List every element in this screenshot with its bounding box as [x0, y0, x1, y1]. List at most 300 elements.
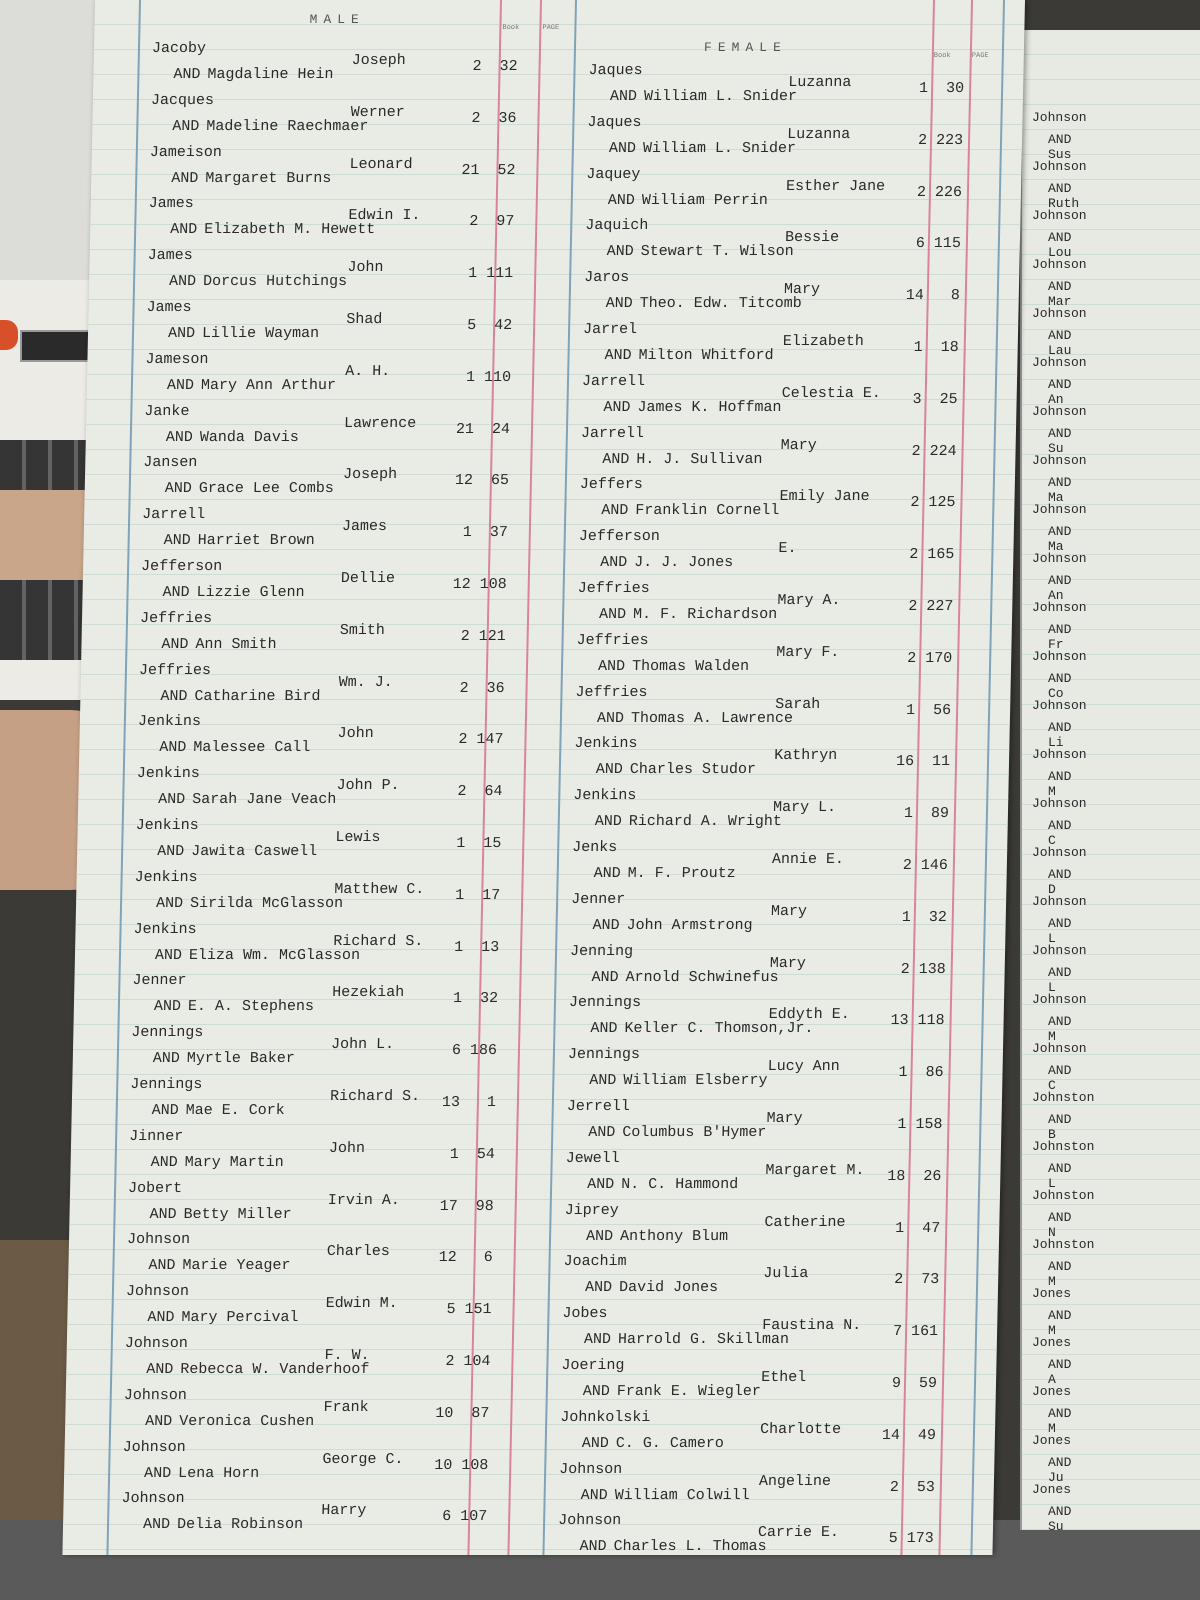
entry-book-number: 2 — [471, 109, 481, 127]
facing-entry-surname: Johnson — [1032, 551, 1087, 566]
entry-surname: Jaques — [587, 113, 642, 131]
entry-given-name: Faustina N. — [762, 1317, 862, 1335]
entry-spouse-name: Delia Robinson — [176, 1516, 304, 1534]
entry-and-word: AND — [156, 842, 185, 860]
entry-surname: Jerrell — [566, 1097, 631, 1115]
ledger-entry — [134, 867, 555, 919]
entry-surname: Jeffries — [139, 609, 213, 627]
entry-given-name: Joseph — [342, 466, 398, 484]
entry-book-number: 2 — [445, 1352, 455, 1370]
entry-page-number: 18 — [940, 338, 959, 356]
entry-and-word: AND — [164, 480, 192, 498]
entry-spouse-name: Malessee Call — [193, 739, 311, 757]
facing-entry-surname: Johnson — [1032, 747, 1087, 762]
entry-surname: Jinner — [129, 1127, 184, 1145]
entry-page-number: 37 — [489, 524, 509, 542]
facing-entry-surname: Johnson — [1032, 306, 1087, 321]
entry-spouse-name: Harrold G. Skillman — [617, 1331, 790, 1349]
facing-entry-surname: Johnson — [1032, 404, 1087, 419]
entry-and-word: AND — [609, 88, 638, 105]
entry-and-word: AND — [582, 1382, 611, 1400]
entry-spouse-name: William Perrin — [641, 191, 769, 209]
entry-book-number: 12 — [452, 575, 471, 593]
entry-book-number: 12 — [438, 1249, 457, 1267]
entry-and-word: AND — [601, 502, 629, 520]
ledger-entry — [582, 319, 993, 371]
entry-surname: Johnkolski — [560, 1408, 651, 1426]
entry-and-word: AND — [589, 1072, 617, 1090]
entry-surname: Johnson — [557, 1512, 622, 1530]
entry-spouse-name: Charles Studor — [629, 761, 757, 779]
entry-and-word: AND — [158, 791, 186, 809]
entry-book-number: 3 — [912, 390, 922, 408]
entry-spouse-name: David Jones — [618, 1279, 719, 1297]
entry-and-word: AND — [159, 739, 187, 757]
entry-book-number: 21 — [455, 420, 475, 438]
entry-book-number: 13 — [441, 1093, 461, 1111]
entry-spouse-name: Franklin Cornell — [635, 502, 780, 520]
entry-spouse-name: M. F. Proutz — [627, 864, 736, 882]
entry-page-number: 47 — [922, 1219, 941, 1237]
entry-book-number: 1 — [465, 368, 476, 386]
entry-surname: Jeffries — [138, 661, 212, 679]
entry-given-name: Annie E. — [771, 850, 845, 868]
entry-given-name: George C. — [322, 1450, 404, 1468]
ledger-entry — [124, 1333, 545, 1385]
entry-spouse-name: Marie Yeager — [182, 1257, 291, 1275]
entry-surname: Jenner — [132, 972, 187, 990]
facing-entry-spouse: AND Ma — [1048, 524, 1072, 554]
entry-page-number: 125 — [928, 494, 956, 512]
entry-given-name: Mary L. — [772, 799, 837, 817]
entry-and-word: AND — [606, 243, 634, 261]
entry-given-name: John — [328, 1139, 366, 1157]
entry-given-name: Luzanna — [787, 125, 851, 143]
entry-and-word: AND — [145, 1412, 173, 1430]
entry-spouse-name: Keller C. Thomson,Jr. — [624, 1020, 814, 1038]
ledger-entry — [578, 526, 989, 578]
entry-page-number: 26 — [923, 1167, 942, 1185]
entry-spouse-name: N. C. Hammond — [621, 1175, 739, 1193]
entry-book-number: 5 — [888, 1530, 898, 1548]
entry-book-number: 2 — [910, 494, 920, 512]
facing-entry-surname: Johnson — [1032, 600, 1087, 615]
facing-entry-surname: Johnson — [1032, 453, 1087, 468]
ledger-entry — [125, 1281, 546, 1333]
facing-entry-surname: Johnson — [1032, 894, 1087, 909]
entry-page-number: 170 — [925, 649, 953, 667]
facing-entry-spouse: AND N — [1048, 1210, 1072, 1240]
entry-book-number: 2 — [459, 679, 469, 697]
entry-given-name: Mary A. — [777, 591, 841, 609]
entry-and-word: AND — [583, 1331, 612, 1349]
entry-and-word: AND — [602, 450, 630, 468]
entry-and-word: AND — [608, 139, 637, 157]
entry-book-number: 1 — [903, 805, 914, 823]
ledger-entry — [126, 1229, 547, 1281]
entry-page-number: 65 — [490, 472, 510, 490]
entry-page-number: 13 — [480, 938, 500, 956]
entry-page-number: 42 — [493, 316, 513, 334]
ledger-entry — [563, 1251, 974, 1303]
entry-surname: Jarrell — [581, 372, 646, 390]
entry-given-name: Richard S. — [329, 1087, 421, 1105]
ledger-entry — [569, 941, 980, 993]
entry-surname: Jarrell — [142, 506, 206, 524]
entry-given-name: Catherine — [764, 1213, 846, 1231]
facing-entry-spouse: AND An — [1048, 377, 1072, 407]
entry-surname: Jenkins — [134, 868, 198, 886]
entry-spouse-name: Columbus B'Hymer — [622, 1123, 767, 1141]
facing-entry-spouse: AND L — [1048, 1161, 1072, 1191]
entry-spouse-name: Rebecca W. Vanderhoof — [180, 1360, 370, 1378]
entry-surname: Jiprey — [564, 1201, 619, 1219]
entry-spouse-name: Thomas Walden — [631, 657, 750, 675]
ledger-entry — [565, 1148, 976, 1200]
ledger-entry — [128, 1126, 549, 1178]
entry-surname: Johnson — [126, 1231, 191, 1249]
entry-surname: Jennings — [131, 1024, 204, 1042]
entry-surname: Johnson — [124, 1334, 189, 1352]
ledger-entry — [575, 682, 986, 734]
entry-page-number: 49 — [917, 1426, 937, 1444]
entry-given-name: Charlotte — [759, 1420, 842, 1438]
entry-page-number: 115 — [933, 235, 962, 253]
entry-surname: Jacoby — [151, 40, 207, 57]
entry-and-word: AND — [142, 1516, 171, 1534]
ledger-entry — [137, 711, 558, 763]
entry-spouse-name: Grace Lee Combs — [198, 480, 334, 498]
entry-page-number: 73 — [920, 1271, 940, 1289]
entry-and-word: AND — [594, 813, 622, 831]
entry-book-number: 16 — [895, 753, 915, 771]
entry-book-number: 2 — [457, 783, 467, 801]
entry-spouse-name: C. G. Camero — [615, 1434, 724, 1452]
entry-given-name: A. H. — [345, 362, 391, 380]
entry-given-name: John — [337, 725, 374, 743]
entry-and-word: AND — [149, 1205, 177, 1223]
entry-surname: Jewell — [565, 1149, 620, 1167]
ledger-entry — [146, 297, 567, 349]
entry-page-number: 32 — [499, 58, 518, 75]
ledger-entry — [576, 630, 987, 682]
ledger-entry — [139, 608, 560, 660]
facing-entry-surname: Johnston — [1032, 1139, 1095, 1154]
entry-given-name: Carrie E. — [757, 1524, 840, 1542]
entry-spouse-name: Veronica Cushen — [179, 1412, 315, 1430]
typewriter-red-mark — [0, 320, 18, 350]
entry-book-number: 1 — [901, 908, 911, 926]
entry-and-word: AND — [161, 635, 189, 653]
entry-page-number: 86 — [925, 1064, 944, 1082]
entry-surname: Johnson — [125, 1283, 190, 1301]
entry-page-number: 25 — [939, 390, 958, 408]
entry-page-number: 121 — [478, 627, 506, 645]
facing-entry-surname: Johnson — [1032, 159, 1087, 174]
facing-entry-spouse: AND C — [1048, 1063, 1072, 1093]
entry-book-number: 14 — [905, 287, 924, 305]
ledger-entry — [150, 90, 571, 142]
entry-spouse-name: Ann Smith — [195, 635, 277, 653]
entry-spouse-name: J. J. Jones — [634, 554, 734, 572]
entry-spouse-name: Lizzie Glenn — [196, 583, 305, 601]
facing-entry-spouse: AND Su — [1048, 426, 1072, 456]
entry-spouse-name: Sarah Jane Veach — [192, 791, 337, 809]
facing-entry-surname: Johnson — [1032, 943, 1087, 958]
entry-surname: Jeffries — [575, 683, 648, 701]
facing-entry-surname: Johnston — [1032, 1237, 1095, 1252]
entry-given-name: Mary — [780, 436, 817, 454]
facing-entry-surname: Johnson — [1032, 698, 1087, 713]
entry-spouse-name: James K. Hoffman — [637, 398, 782, 416]
entry-and-word: AND — [172, 117, 200, 135]
ledger-entry — [580, 423, 991, 475]
entry-spouse-name: Stewart T. Wilson — [640, 243, 794, 261]
entry-page-number: 52 — [497, 161, 516, 179]
female-book-header: Book — [933, 52, 951, 60]
entry-given-name: Joseph — [351, 52, 406, 69]
ledger-entry — [129, 1074, 550, 1126]
facing-entry-surname: Jones — [1032, 1482, 1072, 1497]
ledger-entry — [571, 837, 982, 889]
ledger-entry — [122, 1437, 543, 1489]
entry-surname: Jefferson — [140, 557, 223, 575]
ledger-entry — [127, 1178, 548, 1230]
entry-spouse-name: William Colwill — [614, 1486, 750, 1504]
entry-page-number: 226 — [934, 183, 963, 201]
entry-and-word: AND — [166, 376, 195, 394]
entry-surname: Jameison — [149, 143, 223, 161]
entry-book-number: 7 — [892, 1323, 903, 1341]
entry-surname: Jenks — [572, 838, 618, 856]
ledger-entry — [558, 1459, 969, 1511]
entry-given-name: John — [347, 259, 384, 277]
entry-book-number: 21 — [461, 161, 480, 179]
facing-entry-spouse: AND Sus — [1048, 132, 1072, 162]
facing-entry-surname: Johnson — [1032, 355, 1087, 370]
entry-given-name: Lucy Ann — [767, 1058, 840, 1076]
ledger-entry — [148, 193, 569, 245]
male-page-header: PAGE — [542, 24, 560, 32]
entry-surname: James — [146, 298, 192, 316]
facing-entry-surname: Jones — [1032, 1286, 1072, 1301]
entry-spouse-name: Magdaline Hein — [207, 66, 334, 83]
entry-and-word: AND — [581, 1434, 609, 1452]
entry-book-number: 6 — [451, 1042, 462, 1060]
entry-page-number: 118 — [917, 1012, 945, 1030]
entry-surname: Johnson — [121, 1490, 185, 1508]
entry-book-number: 1 — [456, 834, 466, 852]
entry-given-name: Elizabeth — [782, 332, 865, 350]
entry-surname: Jansen — [143, 454, 198, 472]
entry-spouse-name: William Elsberry — [623, 1072, 768, 1090]
entry-book-number: 5 — [466, 316, 477, 334]
female-column-header: FEMALE — [703, 40, 787, 55]
ledger-entry — [581, 371, 992, 423]
entry-and-word: AND — [593, 864, 621, 882]
entry-surname: Jenkins — [574, 735, 638, 753]
entry-page-number: 138 — [918, 960, 946, 978]
entry-spouse-name: Lena Horn — [177, 1464, 260, 1482]
facing-entry-surname: Johnson — [1032, 649, 1087, 664]
entry-given-name: Lawrence — [343, 414, 417, 432]
ledger-entry — [559, 1407, 970, 1459]
entry-book-number: 1 — [913, 338, 923, 356]
male-column-header: MALE — [309, 12, 365, 27]
entry-surname: Johnson — [122, 1438, 186, 1456]
ledger-entry — [561, 1355, 972, 1407]
entry-given-name: Celestia E. — [781, 384, 881, 402]
entry-given-name: James — [341, 518, 388, 536]
entry-given-name: Lewis — [335, 828, 381, 846]
entry-book-number: 2 — [900, 960, 910, 978]
entry-spouse-name: Margaret Burns — [205, 169, 332, 187]
entry-page-number: 17 — [482, 886, 501, 904]
entry-book-number: 6 — [442, 1508, 452, 1526]
entry-book-number: 2 — [907, 649, 917, 667]
entry-book-number: 1 — [895, 1219, 905, 1237]
ledger-entry — [585, 164, 996, 216]
entry-book-number: 2 — [460, 627, 470, 645]
entry-given-name: Eddyth E. — [768, 1006, 850, 1024]
entry-page-number: 158 — [915, 1115, 943, 1133]
entry-given-name: Frank — [323, 1398, 369, 1416]
entry-spouse-name: Charles L. Thomas — [613, 1538, 767, 1556]
entry-spouse-name: E. A. Stephens — [187, 998, 315, 1016]
entry-given-name: Sarah — [775, 695, 821, 713]
entry-given-name: Shad — [346, 310, 383, 328]
entry-and-word: AND — [585, 1227, 614, 1245]
entry-surname: Jarrell — [580, 424, 645, 442]
entry-given-name: F. W. — [324, 1346, 370, 1364]
facing-entry-spouse: AND D — [1048, 867, 1072, 897]
entry-surname: James — [148, 195, 194, 213]
entry-book-number: 1 — [898, 1064, 908, 1082]
entry-book-number: 2 — [911, 442, 921, 460]
ledger-entry — [140, 556, 561, 608]
entry-and-word: AND — [588, 1123, 616, 1141]
entry-page-number: 15 — [483, 834, 502, 852]
entry-page-number: 36 — [486, 679, 505, 697]
entry-surname: Jaros — [584, 269, 630, 287]
entry-page-number: 97 — [496, 213, 515, 231]
entry-surname: Jaques — [588, 62, 643, 79]
entry-given-name: Mary — [783, 281, 821, 299]
entry-book-number: 2 — [458, 731, 468, 749]
entry-surname: Jenkins — [137, 713, 202, 731]
entry-and-word: AND — [151, 1101, 179, 1119]
entry-page-number: 146 — [920, 856, 949, 874]
ledger-entry — [147, 245, 568, 297]
entry-surname: Jenner — [570, 890, 626, 908]
entry-surname: Jenkins — [136, 765, 200, 783]
entry-and-word: AND — [160, 687, 188, 705]
ledger-entry — [132, 970, 553, 1022]
entry-spouse-name: Betty Miller — [183, 1205, 292, 1223]
facing-entry-surname: Johnson — [1032, 208, 1087, 223]
entry-spouse-name: Mary Ann Arthur — [200, 376, 337, 394]
ledger-entry — [135, 815, 556, 867]
entry-spouse-name: Milton Whitford — [638, 346, 774, 364]
male-entries — [121, 38, 572, 1540]
entry-and-word: AND — [600, 554, 628, 572]
entry-and-word: AND — [580, 1486, 608, 1504]
facing-entry-surname: Johnson — [1032, 796, 1087, 811]
entry-and-word: AND — [579, 1538, 607, 1556]
entry-surname: Jarrel — [582, 320, 638, 338]
ledger-entry — [577, 578, 988, 630]
ledger-entry — [588, 60, 999, 112]
entry-and-word: AND — [584, 1279, 613, 1297]
entry-given-name: Smith — [339, 621, 385, 639]
entry-surname: Jenkins — [133, 920, 197, 938]
entry-surname: Janke — [144, 402, 190, 420]
ledger-entry — [567, 1044, 978, 1096]
entry-surname: Jameson — [145, 350, 209, 368]
entry-given-name: Kathryn — [773, 747, 838, 765]
facing-entry-spouse: AND Ju — [1048, 1455, 1072, 1485]
facing-entry-spouse: AND Fr — [1048, 622, 1072, 652]
entry-book-number: 1 — [449, 1145, 460, 1163]
entry-and-word: AND — [147, 1309, 175, 1327]
entry-spouse-name: Frank E. Wiegler — [616, 1382, 762, 1400]
entry-given-name: Wm. J. — [338, 673, 393, 691]
facing-entry-spouse: AND M — [1048, 769, 1072, 799]
entry-book-number: 14 — [881, 1426, 901, 1444]
entry-page-number: 6 — [483, 1249, 493, 1267]
entry-and-word: AND — [154, 946, 183, 964]
entry-spouse-name: Arnold Schwinefus — [625, 968, 779, 986]
entry-surname: Jenning — [569, 942, 634, 960]
entry-book-number: 1 — [918, 80, 929, 97]
ledger-entry — [142, 452, 563, 504]
entry-page-number: 223 — [935, 131, 964, 149]
ledger-entry — [145, 349, 566, 401]
entry-spouse-name: Lillie Wayman — [201, 324, 320, 342]
entry-and-word: AND — [153, 998, 182, 1016]
entry-given-name: Julia — [763, 1265, 809, 1283]
entry-surname: Jennings — [567, 1046, 641, 1064]
entry-spouse-name: M. F. Richardson — [632, 605, 778, 623]
entry-given-name: Harry — [321, 1502, 367, 1520]
entry-and-word: AND — [591, 968, 619, 986]
entry-book-number: 5 — [446, 1301, 456, 1319]
facing-entry-spouse: AND Lou — [1048, 230, 1072, 260]
entry-page-number: 224 — [929, 442, 957, 460]
entry-and-word: AND — [171, 169, 199, 187]
entry-surname: Jobes — [562, 1305, 608, 1323]
entry-given-name: John P. — [336, 777, 400, 795]
entry-page-number: 173 — [906, 1530, 934, 1548]
entry-spouse-name: Dorcus Hutchings — [202, 273, 348, 291]
ledger-entry — [570, 889, 981, 941]
entry-page-number: 87 — [471, 1404, 490, 1422]
facing-entry-spouse: AND Su — [1048, 1504, 1072, 1534]
ledger-entry — [579, 474, 990, 526]
entry-and-word: AND — [595, 761, 624, 779]
facing-entry-surname: Johnson — [1032, 257, 1087, 272]
entry-given-name: Hezekiah — [332, 984, 405, 1002]
facing-entry-surname: Johnson — [1032, 1041, 1087, 1056]
entry-book-number: 13 — [890, 1012, 909, 1030]
facing-entry-surname: Jones — [1032, 1384, 1072, 1399]
entry-and-word: AND — [592, 916, 620, 934]
entry-and-word: AND — [170, 221, 198, 239]
entry-spouse-name: H. J. Sullivan — [636, 450, 763, 468]
ledger-entry — [133, 919, 554, 971]
entry-page-number: 161 — [910, 1323, 939, 1341]
entry-surname: Johnson — [559, 1460, 623, 1478]
